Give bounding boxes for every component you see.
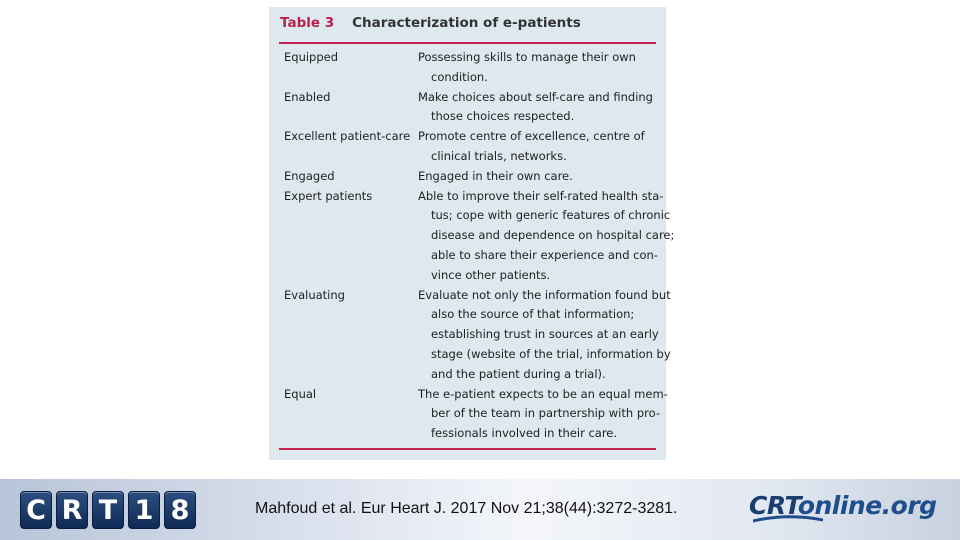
- row-term: Enabled: [284, 89, 331, 104]
- description-line: Promote centre of excellence, centre of: [418, 129, 645, 144]
- row-description: [418, 88, 656, 128]
- crt18-logo-letter: T: [92, 491, 124, 529]
- row-term: Excellent patient-care: [284, 129, 411, 144]
- row-term: Engaged: [284, 168, 335, 183]
- row-description: [418, 127, 656, 167]
- row-term: Equipped: [284, 50, 339, 64]
- crtonline-logo-suffix: online.org: [797, 491, 937, 520]
- table-card: [269, 7, 675, 460]
- table-row: [284, 385, 668, 444]
- description-line: tus; cope with generic features of chronic: [431, 208, 671, 223]
- description-line: Possessing skills to manage their own: [418, 50, 636, 64]
- crt18-logo: [20, 491, 196, 529]
- description-line: also the source of that information;: [431, 307, 635, 322]
- crt18-logo-letter: R: [56, 491, 88, 529]
- description-line: able to share their experience and con-: [431, 247, 658, 262]
- description-line: clinical trials, networks.: [431, 148, 567, 163]
- description-line: stage (website of the trial, information by: [431, 346, 671, 361]
- table-caption: Characterization of e-patients: [352, 15, 581, 31]
- crt18-logo-letter: 1: [128, 491, 160, 529]
- row-term: Expert patients: [284, 188, 373, 203]
- crtonline-logo-main: CRT: [749, 491, 798, 520]
- row-description: [418, 187, 675, 286]
- description-line: vince other patients.: [431, 267, 551, 282]
- description-line: ber of the team in partnership with pro-: [431, 406, 660, 421]
- table-row: [284, 167, 656, 187]
- table-title: [280, 15, 581, 31]
- description-line: Able to improve their self-rated health sta-: [418, 188, 664, 203]
- footer-bar: [0, 479, 960, 540]
- description-line: condition.: [431, 69, 488, 84]
- table-row: [284, 286, 671, 385]
- row-description: [418, 385, 668, 444]
- table-top-rule: [279, 42, 656, 44]
- row-description: [418, 48, 656, 88]
- citation-text: Mahfoud et al. Eur Heart J. 2017 Nov 21;38(44):3272-3281.: [255, 500, 678, 517]
- row-description: [418, 286, 671, 385]
- row-term: Evaluating: [284, 287, 345, 302]
- description-line: and the patient during a trial).: [431, 366, 606, 381]
- table-bottom-rule: [279, 448, 656, 450]
- description-line: disease and dependence on hospital care;: [431, 228, 675, 243]
- description-line: Engaged in their own care.: [418, 168, 573, 183]
- description-line: Evaluate not only the information found but: [418, 287, 671, 302]
- table-row: [284, 127, 656, 167]
- table-body: [284, 48, 675, 444]
- crt18-logo-letter: 8: [164, 491, 196, 529]
- description-line: those choices respected.: [431, 109, 575, 124]
- crtonline-logo: [749, 489, 939, 529]
- crt18-logo-letter: C: [20, 491, 52, 529]
- description-line: establishing trust in sources at an early: [431, 327, 659, 342]
- row-term: Equal: [284, 386, 317, 401]
- table-row: [284, 88, 656, 128]
- table-row: [284, 187, 675, 286]
- description-line: The e-patient expects to be an equal mem-: [418, 386, 668, 401]
- row-description: [418, 167, 656, 187]
- swoosh-icon: [753, 515, 823, 525]
- description-line: fessionals involved in their care.: [431, 426, 618, 441]
- table-label: Table 3: [280, 15, 335, 31]
- table-row: [284, 48, 656, 88]
- description-line: Make choices about self-care and finding: [418, 89, 653, 104]
